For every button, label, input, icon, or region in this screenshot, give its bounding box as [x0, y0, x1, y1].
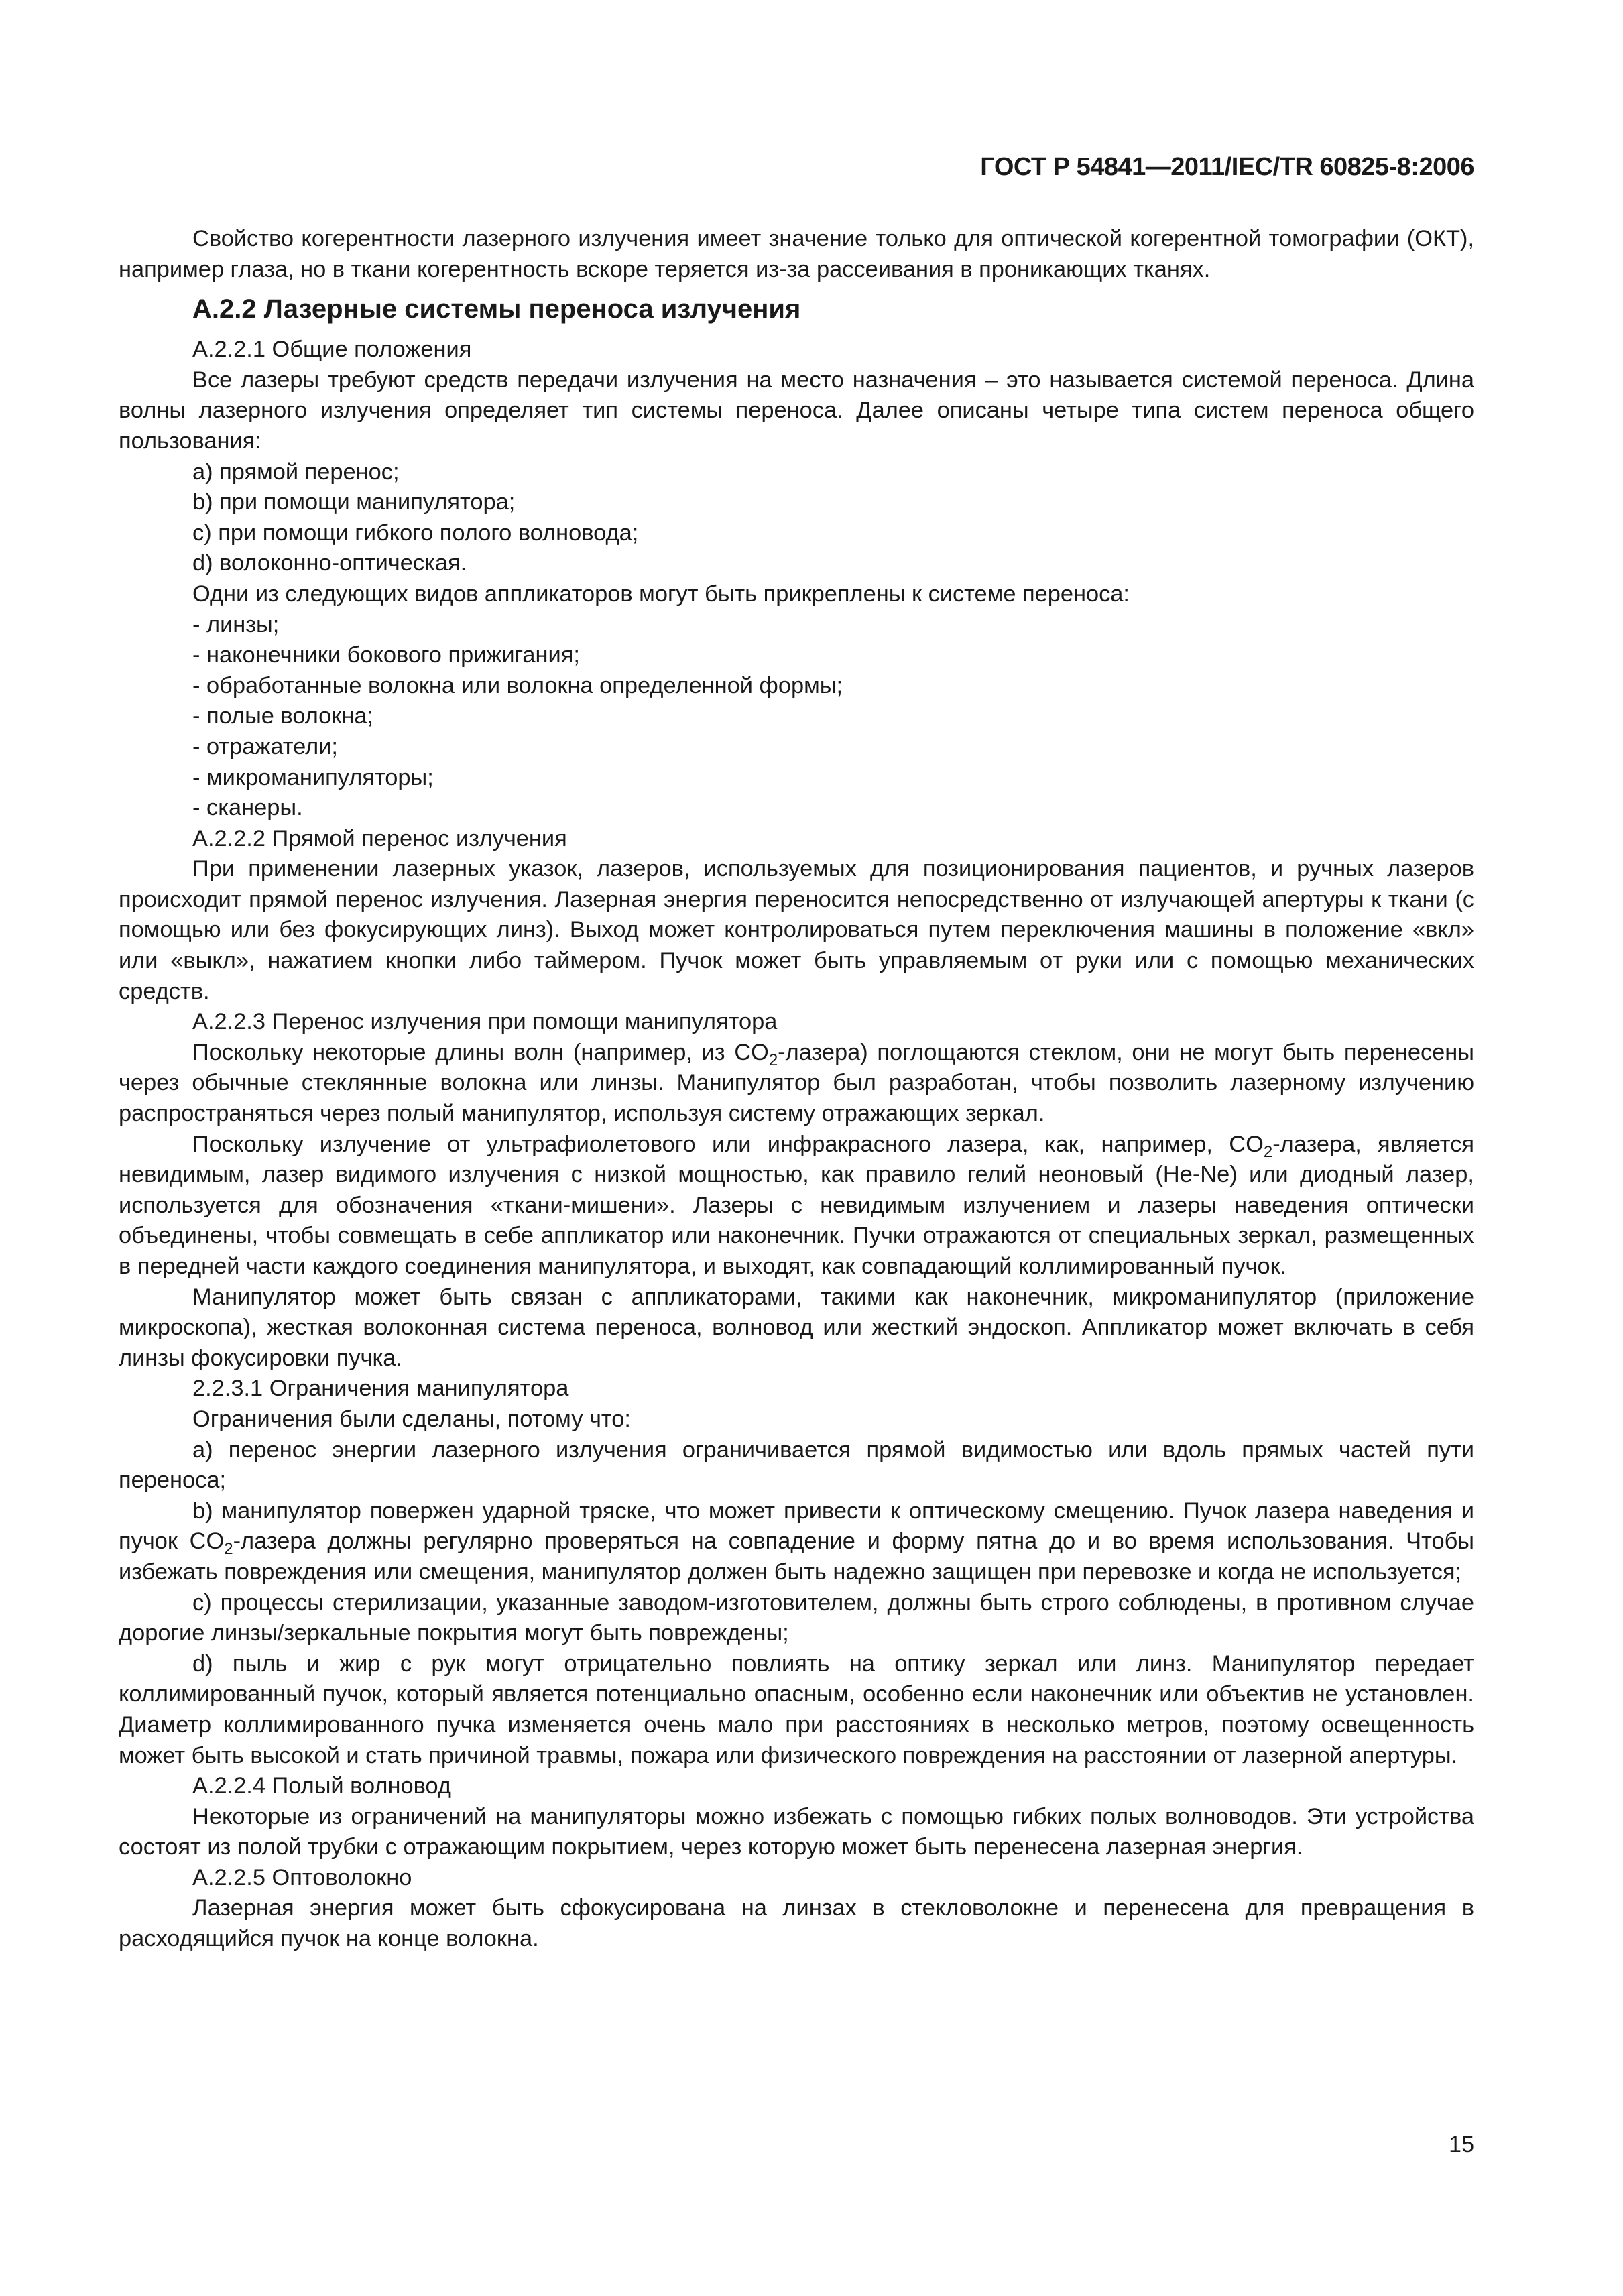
list-item: - линзы;: [192, 611, 280, 638]
section-heading: А.2.2 Лазерные системы переноса излучения: [192, 294, 801, 324]
subscript: 2: [1263, 1142, 1273, 1161]
paragraph: Одни из следующих видов аппликаторов могут быть прикреплены к системе переноса:: [192, 581, 1130, 607]
page-number: 15: [1449, 2132, 1474, 2157]
paragraph: Манипулятор может быть связан с аппликаторами, такими как наконечник, микроманипулятор (приложение микроскопа), жесткая волоконная система переноса, волновод или жесткий эндоскоп. Аппликатор может включать в себя линзы фокусировки пучка.: [119, 1284, 1474, 1371]
text-run: -лазера) поглощаются стеклом, они не могут быть перенесены через обычные стеклянные волокна или линзы. Манипулятор был разработан, чтобы позволить лазерному излучению распространяться через полый манипулятор, используя систему отражающих зеркал.: [119, 1039, 1474, 1127]
list-item: - сканеры.: [192, 795, 303, 821]
paragraph: [119, 1038, 1474, 1130]
list-item: - наконечники бокового прижигания;: [192, 642, 580, 668]
paragraph: При применении лазерных указок, лазеров, используемых для позиционирования пациентов, и ручных лазеров происходит прямой перенос излучения. Лазерная энергия переносится непосредственно от излучающей апертуры к ткани (с помощью или без фокусирующих линз). Выход может контролироваться путем переключения машины в положение «вкл» или «выкл», нажатием кнопки либо таймером. Пучок может быть управляемым от руки или с помощью механических средств.: [119, 856, 1474, 1004]
text-run: Поскольку излучение от ультрафиолетового или инфракрасного лазера, как, например, CO: [192, 1131, 1264, 1157]
list-item: c) при помощи гибкого полого волновода;: [192, 520, 639, 546]
list-item: [119, 1496, 1474, 1588]
paragraph: [119, 1130, 1474, 1282]
list-item: - отражатели;: [192, 733, 338, 760]
subscript: 2: [224, 1540, 233, 1559]
subsection-title: А.2.2.3 Перенос излучения при помощи манипулятора: [192, 1009, 778, 1035]
list-item: c) процессы стерилизации, указанные заводом-изготовителем, должны быть строго соблюдены, в противном случае дорогие линзы/зеркальные покрытия могут быть повреждены;: [119, 1589, 1474, 1646]
paragraph: Лазерная энергия может быть сфокусирована на линзах в стекловолокне и перенесена для превращения в расходящийся пучок на конце волокна.: [119, 1895, 1474, 1952]
text-run: -лазера, является невидимым, лазер видимого излучения с низкой мощностью, как правило гелий неоновый (He-Ne) или диодный лазер, используется для обозначения «ткани-мишени». Лазеры с невидимым излучением и лазеры наведения оптически объединены, чтобы совмещать в себе аппликатор или наконечник. Пучки отражаются от специальных зеркал, размещенных в передней части каждого соединения манипулятора, и выходят, как совпадающий коллимированный пучок.: [119, 1131, 1474, 1279]
intro-paragraph: Свойство когерентности лазерного излучения имеет значение только для оптической когерентной томографии (ОКТ), например глаза, но в ткани когерентность вскоре теряется из-за рассеивания в проникающих тканях.: [119, 226, 1474, 282]
document-body: [119, 224, 1474, 1955]
subsection-title: А.2.2.2 Прямой перенос излучения: [192, 825, 567, 851]
list-item: - полые волокна;: [192, 703, 374, 729]
text-run: b) манипулятор повержен ударной тряске, что может привести к оптическому смещению. Пучок лазера наведения и пучок CO: [119, 1498, 1474, 1555]
list-item: d) волоконно-оптическая.: [192, 550, 467, 577]
paragraph: Ограничения были сделаны, потому что:: [192, 1406, 631, 1432]
list-item: d) пыль и жир с рук могут отрицательно повлиять на оптику зеркал или линз. Манипулятор передает коллимированный пучок, который является потенциально опасным, особенно если наконечник или объектив не установлен. Диаметр коллимированного пучка изменяется очень мало при расстояниях в несколько метров, поэтому освещенность может быть высокой и стать причиной травмы, пожара или физического повреждения на расстоянии от лазерной апертуры.: [119, 1650, 1474, 1768]
list-item: а) прямой перенос;: [192, 459, 400, 485]
paragraph: Все лазеры требуют средств передачи излучения на место назначения – это называется системой переноса. Длина волны лазерного излучения определяет тип системы переноса. Далее описаны четыре типа систем переноса общего пользования:: [119, 367, 1474, 454]
list-item: - микроманипуляторы;: [192, 764, 434, 790]
list-item: а) перенос энергии лазерного излучения ограничивается прямой видимостью или вдоль прямых частей пути переноса;: [119, 1437, 1474, 1494]
standard-header: ГОСТ Р 54841—2011/IEC/TR 60825-8:2006: [980, 153, 1474, 181]
subscript: 2: [768, 1050, 778, 1069]
subsection-title: 2.2.3.1 Ограничения манипулятора: [192, 1376, 569, 1402]
subsection-title: А.2.2.4 Полый волновод: [192, 1773, 451, 1799]
paragraph: Некоторые из ограничений на манипуляторы можно избежать с помощью гибких полых волноводов. Эти устройства состоят из полой трубки с отражающим покрытием, через которую может быть перенесена лазерная энергия.: [119, 1803, 1474, 1860]
text-run: Поскольку некоторые длины волн (например, из CO: [192, 1039, 769, 1065]
text-run: -лазера должны регулярно проверяться на совпадение и форму пятна до и во время использования. Чтобы избежать повреждения или смещения, манипулятор должен быть надежно защищен при перевозке и когда не используется;: [119, 1528, 1474, 1585]
subsection-title: А.2.2.5 Оптоволокно: [192, 1864, 412, 1890]
list-item: b) при помощи манипулятора;: [192, 489, 516, 516]
subsection-title: А.2.2.1 Общие положения: [192, 337, 472, 363]
list-item: - обработанные волокна или волокна определенной формы;: [192, 672, 843, 699]
